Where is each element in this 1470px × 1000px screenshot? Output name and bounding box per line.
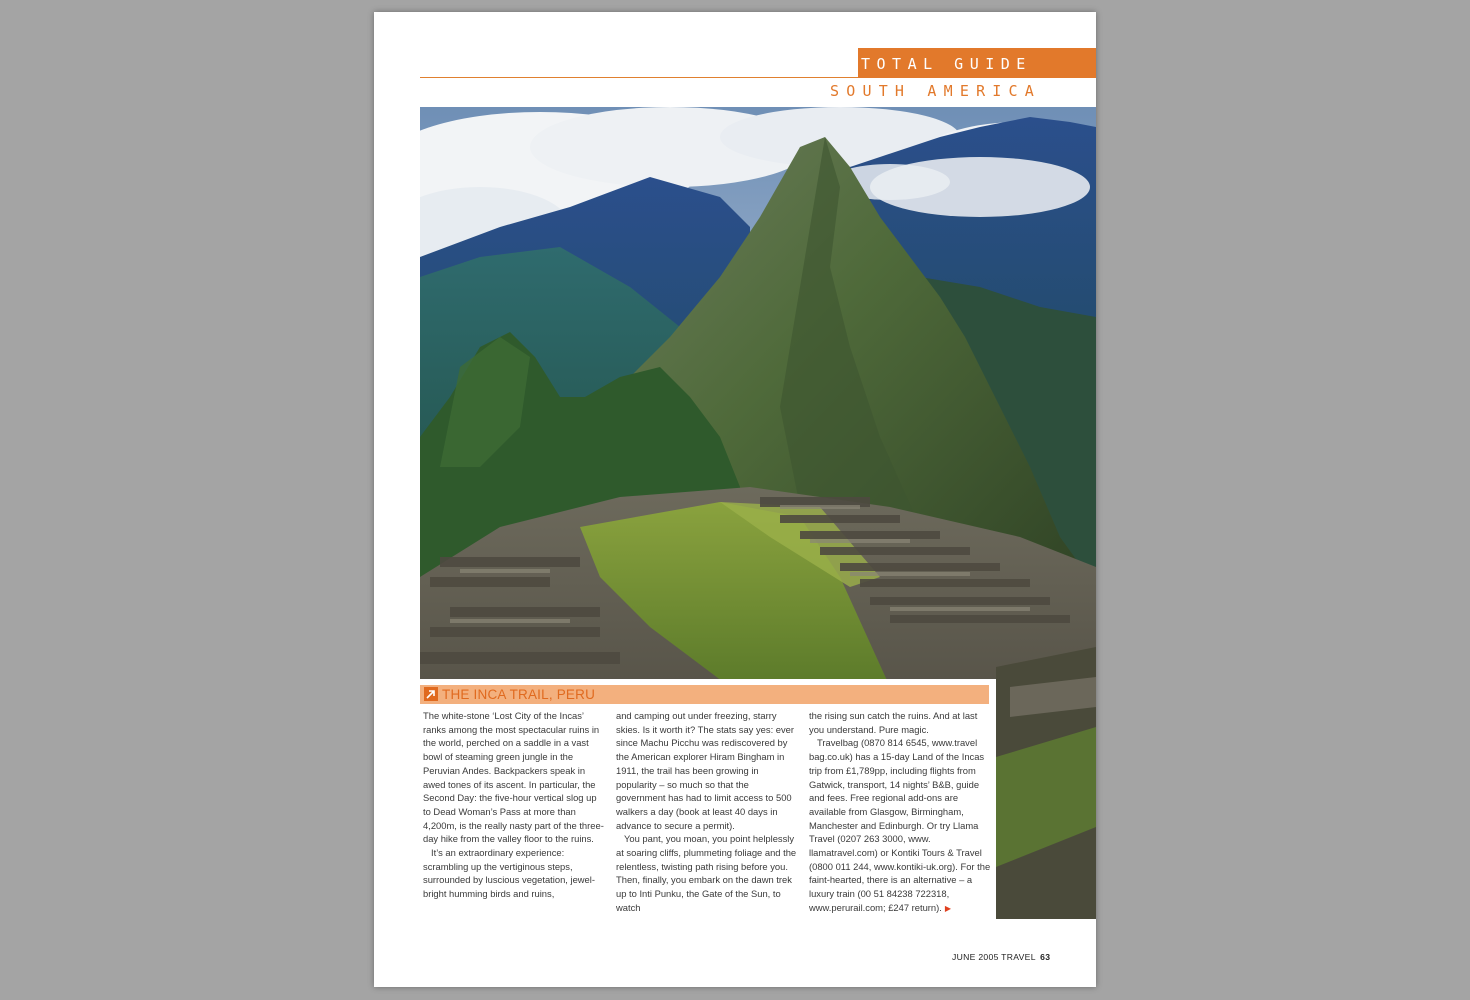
column-1-paragraph: It’s an extraordinary experience: scrambling up the vertiginous steps, surrounded by luscious vegetation, jewel-bright humming birds and ruins, xyxy=(423,847,595,900)
issue-label: JUNE 2005 TRAVEL xyxy=(952,952,1036,962)
headline-bar xyxy=(420,685,989,704)
page-number: 63 xyxy=(1040,952,1051,962)
article-column-3 xyxy=(809,709,991,916)
column-2-paragraph: You pant, you moan, you point helplessly at soaring cliffs, plummeting foliage and the relentless, twisting path rising before you. Then, finally, you embark on the dawn trek up to Inti Punku, the Gate of the Sun, to watch xyxy=(616,833,797,913)
column-1-paragraph: The white-stone ‘Lost City of the Incas’ ranks among the most spectacular ruins in the world, perched on a saddle in a vast bowl of steaming green jungle in the Peruvian Andes. Backpackers speak in awed tones of its ascent. In particular, the Second Day: the five-hour vertical slog up to Dead Woman’s Pass at more than 4,200m, is the really nasty part of the three-day hike from the valley floor to the ruins. xyxy=(423,710,604,845)
kicker-label: TOTAL GUIDE xyxy=(861,55,1032,73)
article-panel xyxy=(420,679,996,919)
arrow-up-right-icon xyxy=(424,687,438,701)
end-of-article-icon: ▶ xyxy=(944,903,952,913)
column-3-text: Travelbag (0870 814 6545, www.travel bag.co.uk) has a 15-day Land of the Incas trip from £1,789pp, including flights from Gatwick, transport, 14 nights’ B&B, guide and fees. Free regional add-ons are available from Glasgow, Birmingham, Manchester and Edinburgh. Or try Llama Travel (0207 263 3000, www. llamatravel.com) or Kontiki Tours & Travel (0800 011 244, www.kontiki-uk.org). For the faint-hearted, there is an alternative – a luxury train (00 51 84238 722318, www.perurail.com; £247 return). xyxy=(809,737,991,913)
column-2-paragraph: and camping out under freezing, starry skies. Is it worth it? The stats say yes: ever since Machu Picchu was rediscovered by the American explorer Hiram Bingham in 1911, the trail has been growing in popularity – so much so that the government has had to limit access to 500 walkers a day (book at least 40 days in advance to secure a permit). xyxy=(616,710,795,831)
column-3-paragraph: the rising sun catch the ruins. And at last you understand. Pure magic. xyxy=(809,710,978,735)
article-column-1 xyxy=(423,709,605,901)
page-footer xyxy=(952,952,1052,966)
magazine-page xyxy=(374,12,1096,987)
article-column-2 xyxy=(616,709,798,915)
column-3-paragraph xyxy=(809,736,991,915)
article-headline: THE INCA TRAIL, PERU xyxy=(442,687,596,702)
section-label: SOUTH AMERICA xyxy=(830,82,1041,100)
